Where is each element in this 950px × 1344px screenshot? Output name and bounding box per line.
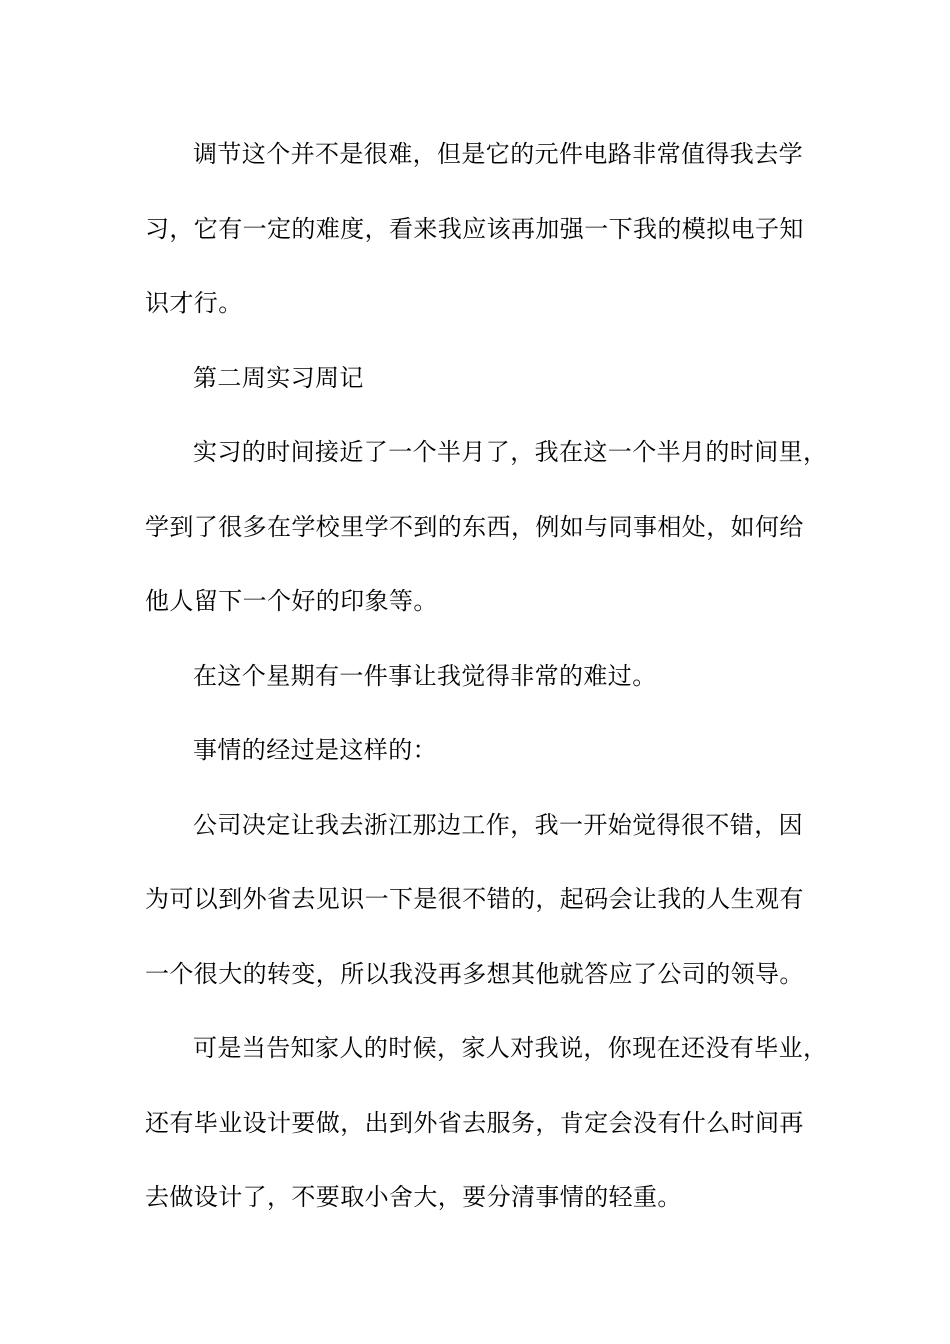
text-line: 调节这个并不是很难，但是它的元件电路非常值得我去学 <box>193 140 803 168</box>
text-line: 习，它有一定的难度，看来我应该再加强一下我的模拟电子知 <box>145 214 804 243</box>
text-line: 还有毕业设计要做，出到外省去服务，肯定会没有什么时间再 <box>145 1108 804 1137</box>
text-line: 一个很大的转变，所以我没再多想其他就答应了公司的领导。 <box>145 959 804 988</box>
text-line: 去做设计了，不要取小舍大，要分清事情的轻重。 <box>145 1183 682 1211</box>
text-line: 可是当告知家人的时候，家人对我说，你现在还没有毕业， <box>193 1034 828 1062</box>
section-heading: 第二周实习周记 <box>193 363 364 392</box>
text-line: 为可以到外省去见识一下是很不错的，起码会让我的人生观有 <box>145 885 804 913</box>
text-line: 在这个星期有一件事让我觉得非常的难过。 <box>193 661 657 690</box>
text-line: 识才行。 <box>145 289 243 317</box>
text-line: 学到了很多在学校里学不到的东西，例如与同事相处，如何给 <box>145 512 804 541</box>
text-line: 公司决定让我去浙江那边工作，我一开始觉得很不错，因 <box>193 810 803 839</box>
text-line: 实习的时间接近了一个半月了，我在这一个半月的时间里， <box>193 438 828 466</box>
text-line: 事情的经过是这样的： <box>193 736 437 764</box>
text-line: 他人留下一个好的印象等。 <box>145 587 438 615</box>
document-body <box>145 128 828 1246</box>
